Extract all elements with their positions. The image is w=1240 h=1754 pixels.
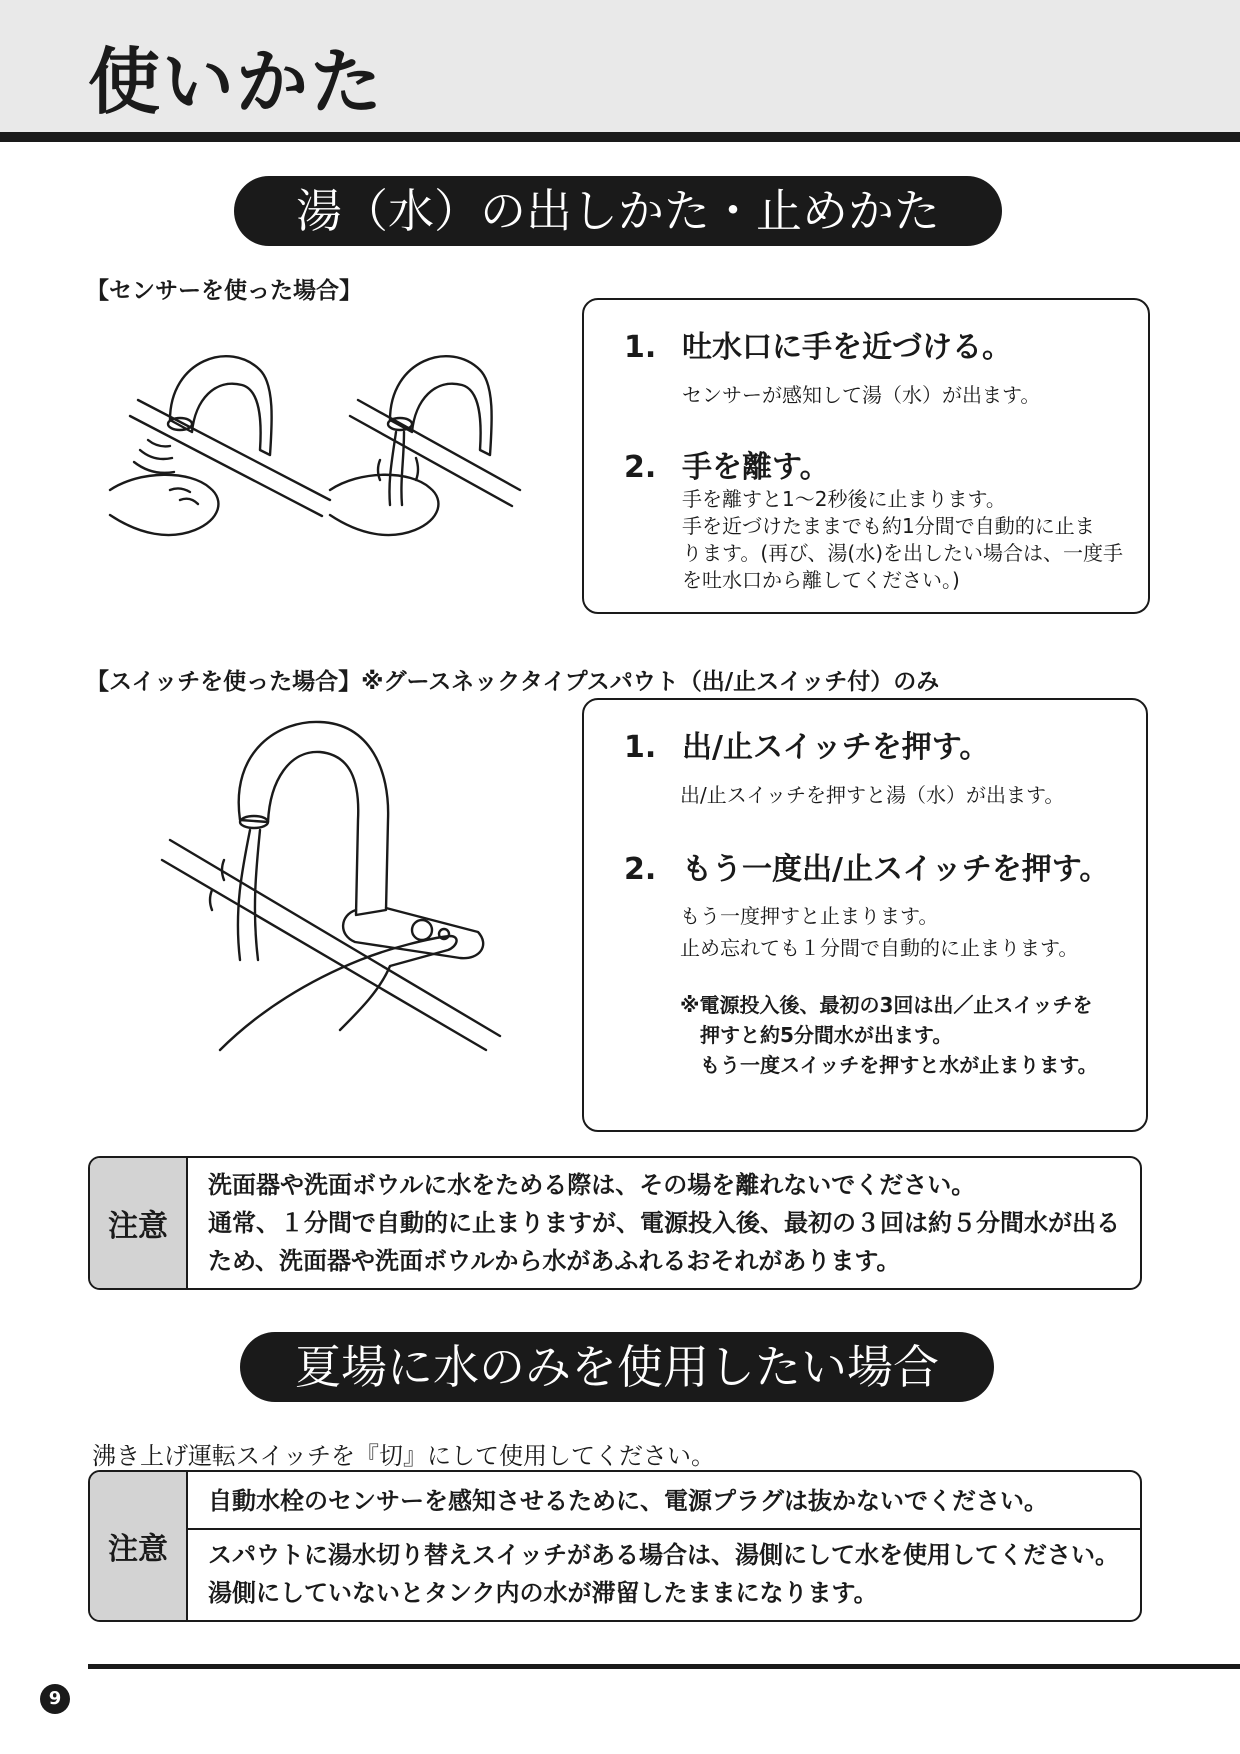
sensor-step-2-title: 2. 手を離す。 [624,450,830,485]
switch-steps-box [582,698,1148,1132]
caution-label: 注意 [90,1472,188,1620]
hand-right [330,475,438,535]
gooseneck-spout [239,722,388,915]
hand-left [110,475,218,535]
switch-button-icon [412,920,432,940]
sensor-step-1-title: 1. 吐水口に手を近づける。 [624,330,1012,365]
footer-rule [88,1664,1240,1669]
faucet-left [170,356,272,455]
caution-text: 洗面器や洗面ボウルに水をためる際は、その場を離れないでください。 通常、１分間で自動的に止まりますが、電源投入後、最初の３回は約５分間水が出る ため、洗面器や洗面ボウルから水があふれるおそれがあります。 [208,1171,1120,1275]
sensor-faucet-illustration [100,340,540,560]
section-heading-summer: 夏場に水のみを使用したい場合 [240,1332,994,1402]
switch-step-1-text: 出/止スイッチを押すと湯（水）が出ます。 [680,783,1065,807]
header-rule [0,132,1240,142]
switch-note: ※電源投入後、最初の3回は出／止スイッチを 押すと約5分間水が出ます。 もう一度スイッチを押すと水が止まります。 [680,993,1098,1077]
switch-faucet-illustration [160,710,520,1050]
water-stream-icon [210,830,260,960]
sensor-steps-box [582,298,1150,614]
section-heading-usage: 湯（水）の出しかた・止めかた [234,176,1002,246]
caution-row-2: スパウトに湯水切り替えスイッチがある場合は、湯側にして水を使用してください。 湯側にしていないとタンク内の水が滞留したままになります。 [208,1541,1120,1607]
sensor-step-2-text: 手を離すと1～2秒後に止まります。 手を近づけたままでも約1分間で自動的に止ま ります。(再び、湯(水)を出したい場合は、一度手 を吐水口から離してください。) [682,487,1124,592]
caution-box-sensor-power [88,1470,1142,1622]
sensor-label: 【センサーを使った場合】 [86,278,362,304]
sensor-step-1-text: センサーが感知して湯（水）が出ます。 [682,383,1041,407]
page-number: 9 [40,1684,70,1714]
summer-intro: 沸き上げ運転スイッチを『切』にして使用してください。 [92,1442,716,1470]
switch-label: 【スイッチを使った場合】※グースネックタイプスパウト（出/止スイッチ付）のみ [86,669,940,695]
caution-box-water-overflow [88,1156,1142,1290]
page-title: 使いかた [88,40,385,124]
caution-label: 注意 [90,1158,188,1288]
switch-step-2-text: もう一度押すと止まります。 止め忘れても１分間で自動的に止まります。 [680,904,1079,960]
caution-row-divider [186,1528,1140,1530]
switch-step-1-title: 1. 出/止スイッチを押す。 [624,730,990,765]
sensor-waves-icon [134,440,174,473]
faucet-right [390,356,492,455]
caution-row-1: 自動水栓のセンサーを感知させるために、電源プラグは抜かないでください。 [208,1487,1048,1515]
switch-step-2-title: 2. もう一度出/止スイッチを押す。 [624,852,1110,887]
